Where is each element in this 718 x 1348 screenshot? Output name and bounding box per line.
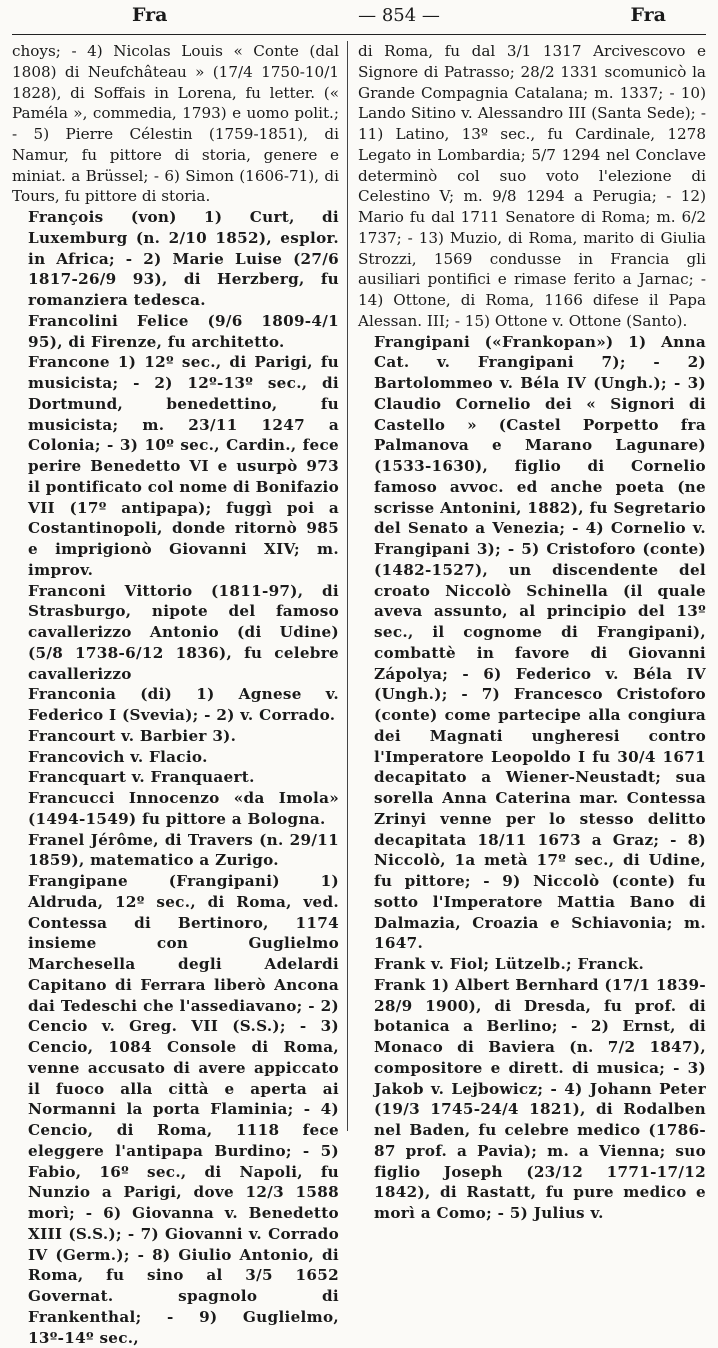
entry-paragraph: Francourt v. Barbier 3). bbox=[28, 726, 237, 745]
entry-paragraph: Frangipane (Frangipani) 1) Aldruda, 12º sec., di Roma, ved. Contessa di Bertinoro, 1174 insieme con Guglielmo Marchesella degli Adelardi Capitano di Ferrara liberò Ancona dai Tedeschi che l'assediavano; - 2) Cencio v. Greg. VII (S.S.); - 3) Cencio, 1084 Console di Roma, venne accusato di avere appiccato il fuoco alla città e aperta ai Normanni la porta Flaminia; - 4) Cencio, di Roma, 1118 fece eleggere l'antipapa Burdino; - 5) Fabio, 16º sec., di Napoli, fu Nunzio a Parigi, dove 12/3 1588 morì; - 6) Giovanna v. Benedetto XIII (S.S.); - 7) Giovanni v. Corrado IV (Germ.); - 8) Giulio Antonio, di Roma, fu sino al 3/5 1652 Governat. spagnolo di Frankenthal; - 9) Guglielmo, 13º-14º sec., bbox=[28, 872, 339, 1347]
entry-paragraph: di Roma, fu dal 3/1 1317 Arcivescovo e Signore di Patrasso; 28/2 1331 scomunicò la Grande Compagnia Catalana; m. 1337; - 10) Lando Sitino v. Alessandro III (Santa Sede); - 11) Latino, 13º sec., fu Cardinale, 1278 Legato in Lombardia; 5/7 1294 nel Conclave determinò col suo voto l'elezione di Celestino V; m. 9/8 1294 a Perugia; - 12) Mario fu dal 1711 Senatore di Roma; m. 6/2 1737; - 13) Muzio, di Roma, marito di Giulia Strozzi, 1569 condusse in Francia gli ausiliari pontifici e rimase ferito a Jarnac; - 14) Ottone, di Roma, 1166 difese il Papa Alessan. III; - 15) Ottone v. Ottone (Santo). bbox=[358, 42, 706, 330]
entry-paragraph: Frank v. Fiol; Lützelb.; Franck. bbox=[374, 955, 645, 973]
right-column bbox=[347, 41, 706, 1222]
entry-paragraph: Franconia (di) 1) Agnese v. Federico I (Svevia); - 2) v. Corrado. bbox=[28, 685, 339, 724]
text-columns bbox=[12, 41, 706, 1347]
page-number: — 854 — bbox=[358, 5, 440, 26]
left-column bbox=[12, 41, 347, 1347]
running-head-right: Fra bbox=[630, 4, 666, 26]
entry-paragraph: Francone 1) 12º sec., di Parigi, fu musicista; - 2) 12º-13º sec., di Dortmund, benedettino, fu musicista; m. 23/11 1247 a Colonia; - 3) 10º sec., Cardin., fece perire Benedetto VI e usurpò 973 il pontificato col nome di Bonifazio VII (17º antipapa); fuggì poi a Costantinopoli, donde ritornò 985 e imprigionò Giovanni XIV; m. improv. bbox=[28, 353, 340, 579]
entry-paragraph: Franconi Vittorio (1811-97), di Strasburgo, nipote del famoso cavallerizzo Antonio (di Udine) (5/8 1738-6/12 1836), fu celebre cavallerizzo bbox=[28, 581, 339, 683]
running-head-left: Fra bbox=[132, 4, 168, 26]
entry-paragraph: Franel Jérôme, di Travers (n. 29/11 1859), matematico a Zurigo. bbox=[28, 830, 339, 870]
entry-paragraph: Frank 1) Albert Bernhard (17/1 1839-28/9 1900), di Dresda, fu prof. di botanica a Berlino; - 2) Ernst, di Monaco di Baviera (n. 7/2 1847), compositore e dirett. di musica; - 3) Jakob v. Lejbowicz; - 4) Johann Peter (19/3 1745-24/4 1821), di Rodalben nel Baden, fu celebre medico (1786-87 prof. a Pavia); m. a Vienna; suo figlio Joseph (23/12 1771-17/12 1842), di Rastatt, fu pure medico e morì a Como; - 5) Julius v. bbox=[374, 975, 706, 1222]
entry-paragraph: choys; - 4) Nicolas Louis « Conte (dal 1808) di Neufchâteau » (17/4 1750-10/1 1828), di Soffais in Lorena, fu letter. (« Paméla », commedia, 1793) e uomo polit.; - 5) Pierre Célestin (1759-1851), di Namur, fu pittore di storia, genere e miniat. a Brüssel; - 6) Simon (1606-71), di Tours, fu pittore di storia. bbox=[12, 42, 339, 206]
entry-paragraph: Francucci Innocenzo «da Imola» (1494-1549) fu pittore a Bologna. bbox=[28, 789, 339, 828]
entry-paragraph: Francolini Felice (9/6 1809-4/1 95), di Firenze, fu architetto. bbox=[28, 311, 339, 351]
entry-paragraph: Frangipani («Frankopan») 1) Anna Cat. v. Frangipani 7); - 2) Bartolommeo v. Béla IV (Ungh.); - 3) Claudio Cornelio dei « Signori di Castello » (Castel Porpetto fra Palmanova e Marano Lagunare) (1533-1630), figlio di Cornelio famoso avvoc. ed anche poeta (ne scrisse Antonini, 1882), fu Segretario del Senato a Venezia; - 4) Cornelio v. Frangipani 3); - 5) Cristoforo (conte) (1482-1527), un discendente del croato Niccolò Schinella (il quale aveva assunto, al principio del 13º sec., il cognome di Frangipani), combattè in favore di Giovanni Zápolya; - 6) Federico v. Béla IV (Ungh.); - 7) Francesco Cristoforo (conte) come partecipe alla congiura dei Magnati ungheresi contro l'Imperatore Leopoldo I fu 30/4 1671 decapitato a Wiener-Neustadt; sua sorella Anna Caterina mar. Contessa Zrinyi venne per lo stesso delitto decapitata 18/11 1673 a Graz; - 8) Niccolò, 1a metà 17º sec., di Udine, fu pittore; - 9) Niccolò (conte) fu sotto l'Imperatore Mattia Bano di Dalmazia, Croazia e Schiavonia; m. 1647. bbox=[374, 332, 706, 953]
entry-paragraph: Francquart v. Franquaert. bbox=[28, 768, 255, 787]
entry-paragraph: François (von) 1) Curt, di Luxemburg (n. 2/10 1852), esplor. in Africa; - 2) Marie Luise (27/6 1817-26/9 93), di Herzberg, fu romanziera tedesca. bbox=[28, 208, 339, 309]
entry-paragraph: Francovich v. Flacio. bbox=[28, 747, 208, 766]
page-header bbox=[12, 4, 706, 35]
